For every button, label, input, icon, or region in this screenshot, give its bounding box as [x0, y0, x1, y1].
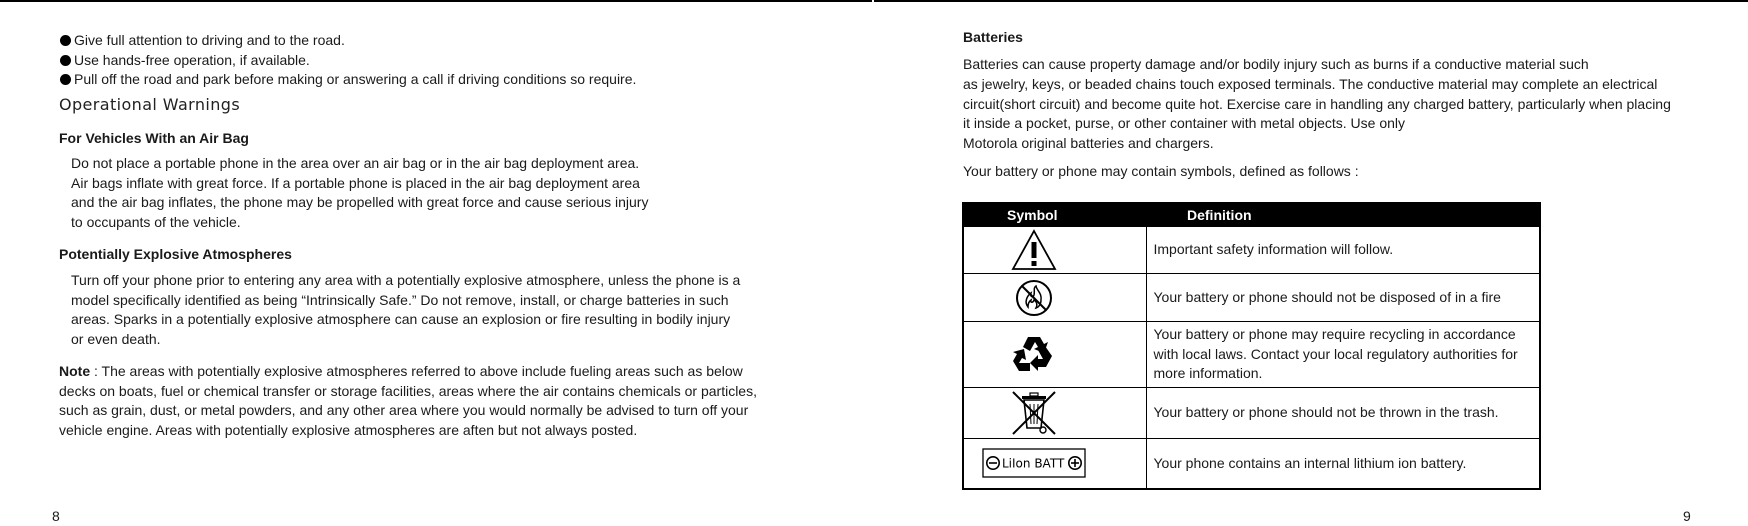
definition-text: with local laws. Contact your local regulatory authorities for — [1153, 345, 1518, 362]
bullet-icon — [60, 55, 71, 66]
text-line: areas. Sparks in a potentially explosive atmosphere can cause an explosion or fire resulting in bodily injury — [71, 311, 731, 327]
text-line: and the air bag inflates, the phone may be propelled with great force and cause serious injury — [71, 194, 649, 210]
bullet-text: Pull off the road and park before making or answering a call if driving conditions so require. — [74, 71, 637, 87]
airbag-paragraph — [71, 154, 648, 232]
driving-tips-list — [60, 31, 636, 90]
definition-cell — [1146, 227, 1540, 274]
text-line: vehicle engine. Areas with potentially explosive atmospheres are aften but not always posted. — [59, 421, 638, 438]
battery-label: LiIon BATT — [1001, 456, 1064, 471]
list-item — [60, 31, 636, 51]
text-line: circuit(short circuit) and become quite hot. Exercise care in handling any charged battery, particularly when placing — [963, 95, 1671, 112]
text-line: decks on boats, fuel or chemical transfer or storage facilities, areas where the air contains chemicals or particles, — [59, 382, 757, 399]
bullet-text: Give full attention to driving and to the road. — [74, 32, 345, 48]
table-row — [963, 388, 1540, 439]
note-text: : The areas with potentially explosive atmospheres referred to above include fueling areas such as below — [90, 363, 743, 379]
note-label: Note — [59, 363, 91, 379]
table-header-row — [963, 203, 1540, 227]
explosive-atmospheres-paragraph — [71, 271, 740, 349]
symbols-intro: Your battery or phone may contain symbols, defined as follows : — [963, 163, 1359, 179]
text-line: Motorola original batteries and chargers. — [963, 135, 1214, 152]
text-line: model specifically identified as being “Intrinsically Safe.” Do not remove, install, or charge batteries in such — [71, 291, 729, 308]
definition-text: Your battery or phone may require recycling in accordance — [1153, 326, 1516, 343]
text-line: Do not place a portable phone in the area over an air bag or in the air bag deployment area. — [71, 155, 640, 171]
definition-text: Your battery or phone should not be thrown in the trash. — [1153, 404, 1499, 421]
definition-cell — [1146, 274, 1540, 322]
definition-cell — [1146, 322, 1540, 388]
definition-column-header: Definition — [1146, 203, 1540, 227]
definition-text: Your phone contains an internal lithium ion battery. — [1153, 454, 1467, 471]
warning-triangle-icon — [964, 229, 1103, 271]
crossed-out-bin-icon — [964, 390, 1103, 436]
table-row — [963, 439, 1540, 489]
table-row — [963, 274, 1540, 322]
batteries-paragraph — [963, 55, 1671, 154]
text-line: to occupants of the vehicle. — [71, 213, 241, 230]
text-line — [59, 362, 757, 382]
symbols-table — [962, 202, 1541, 490]
text-line: such as grain, dust, or metal powders, and any other area where you would normally be advised to turn off your — [59, 402, 749, 418]
definition-cell — [1146, 439, 1540, 489]
recycle-icon — [964, 333, 1103, 377]
symbol-cell — [963, 388, 1146, 439]
symbol-cell — [963, 274, 1146, 322]
text-line: Turn off your phone prior to entering any area with a potentially explosive atmosphere, unless the phone is a — [71, 272, 741, 288]
text-line: or even death. — [71, 330, 161, 347]
definition-text: Important safety information will follow. — [1153, 241, 1394, 258]
list-item — [60, 51, 636, 71]
li-ion-battery-icon — [964, 447, 1103, 479]
operational-warnings-heading: Operational Warnings — [59, 95, 241, 114]
list-item — [60, 70, 636, 90]
bullet-icon — [60, 35, 71, 46]
page-number: 9 — [1683, 508, 1691, 524]
text-line: Batteries can cause property damage and/or bodily injury such as burns if a conductive material such — [963, 56, 1589, 72]
no-fire-icon — [964, 278, 1103, 318]
table-row — [963, 322, 1540, 388]
text-line: as jewelry, keys, or beaded chains touch exposed terminals. The conductive material may complete an electrical — [963, 75, 1658, 92]
definition-text: Your battery or phone should not be disposed of in a fire — [1153, 288, 1501, 305]
definition-text: more information. — [1153, 365, 1263, 382]
symbol-cell — [963, 439, 1146, 489]
note-paragraph — [59, 362, 757, 440]
bullet-text: Use hands-free operation, if available. — [74, 51, 310, 68]
right-page — [874, 0, 1748, 526]
text-line: Air bags inflate with great force. If a portable phone is placed in the air bag deployment area — [71, 174, 640, 191]
airbag-heading: For Vehicles With an Air Bag — [59, 130, 249, 146]
text-line: it inside a pocket, purse, or other container with metal objects. Use only — [963, 115, 1405, 132]
symbol-column-header: Symbol — [963, 203, 1146, 227]
symbol-cell — [963, 322, 1146, 388]
symbol-cell — [963, 227, 1146, 274]
table-row — [963, 227, 1540, 274]
definition-cell — [1146, 388, 1540, 439]
batteries-heading: Batteries — [963, 29, 1023, 45]
bullet-icon — [60, 74, 71, 85]
explosive-atmospheres-heading: Potentially Explosive Atmospheres — [59, 246, 292, 262]
page-number: 8 — [52, 508, 60, 524]
